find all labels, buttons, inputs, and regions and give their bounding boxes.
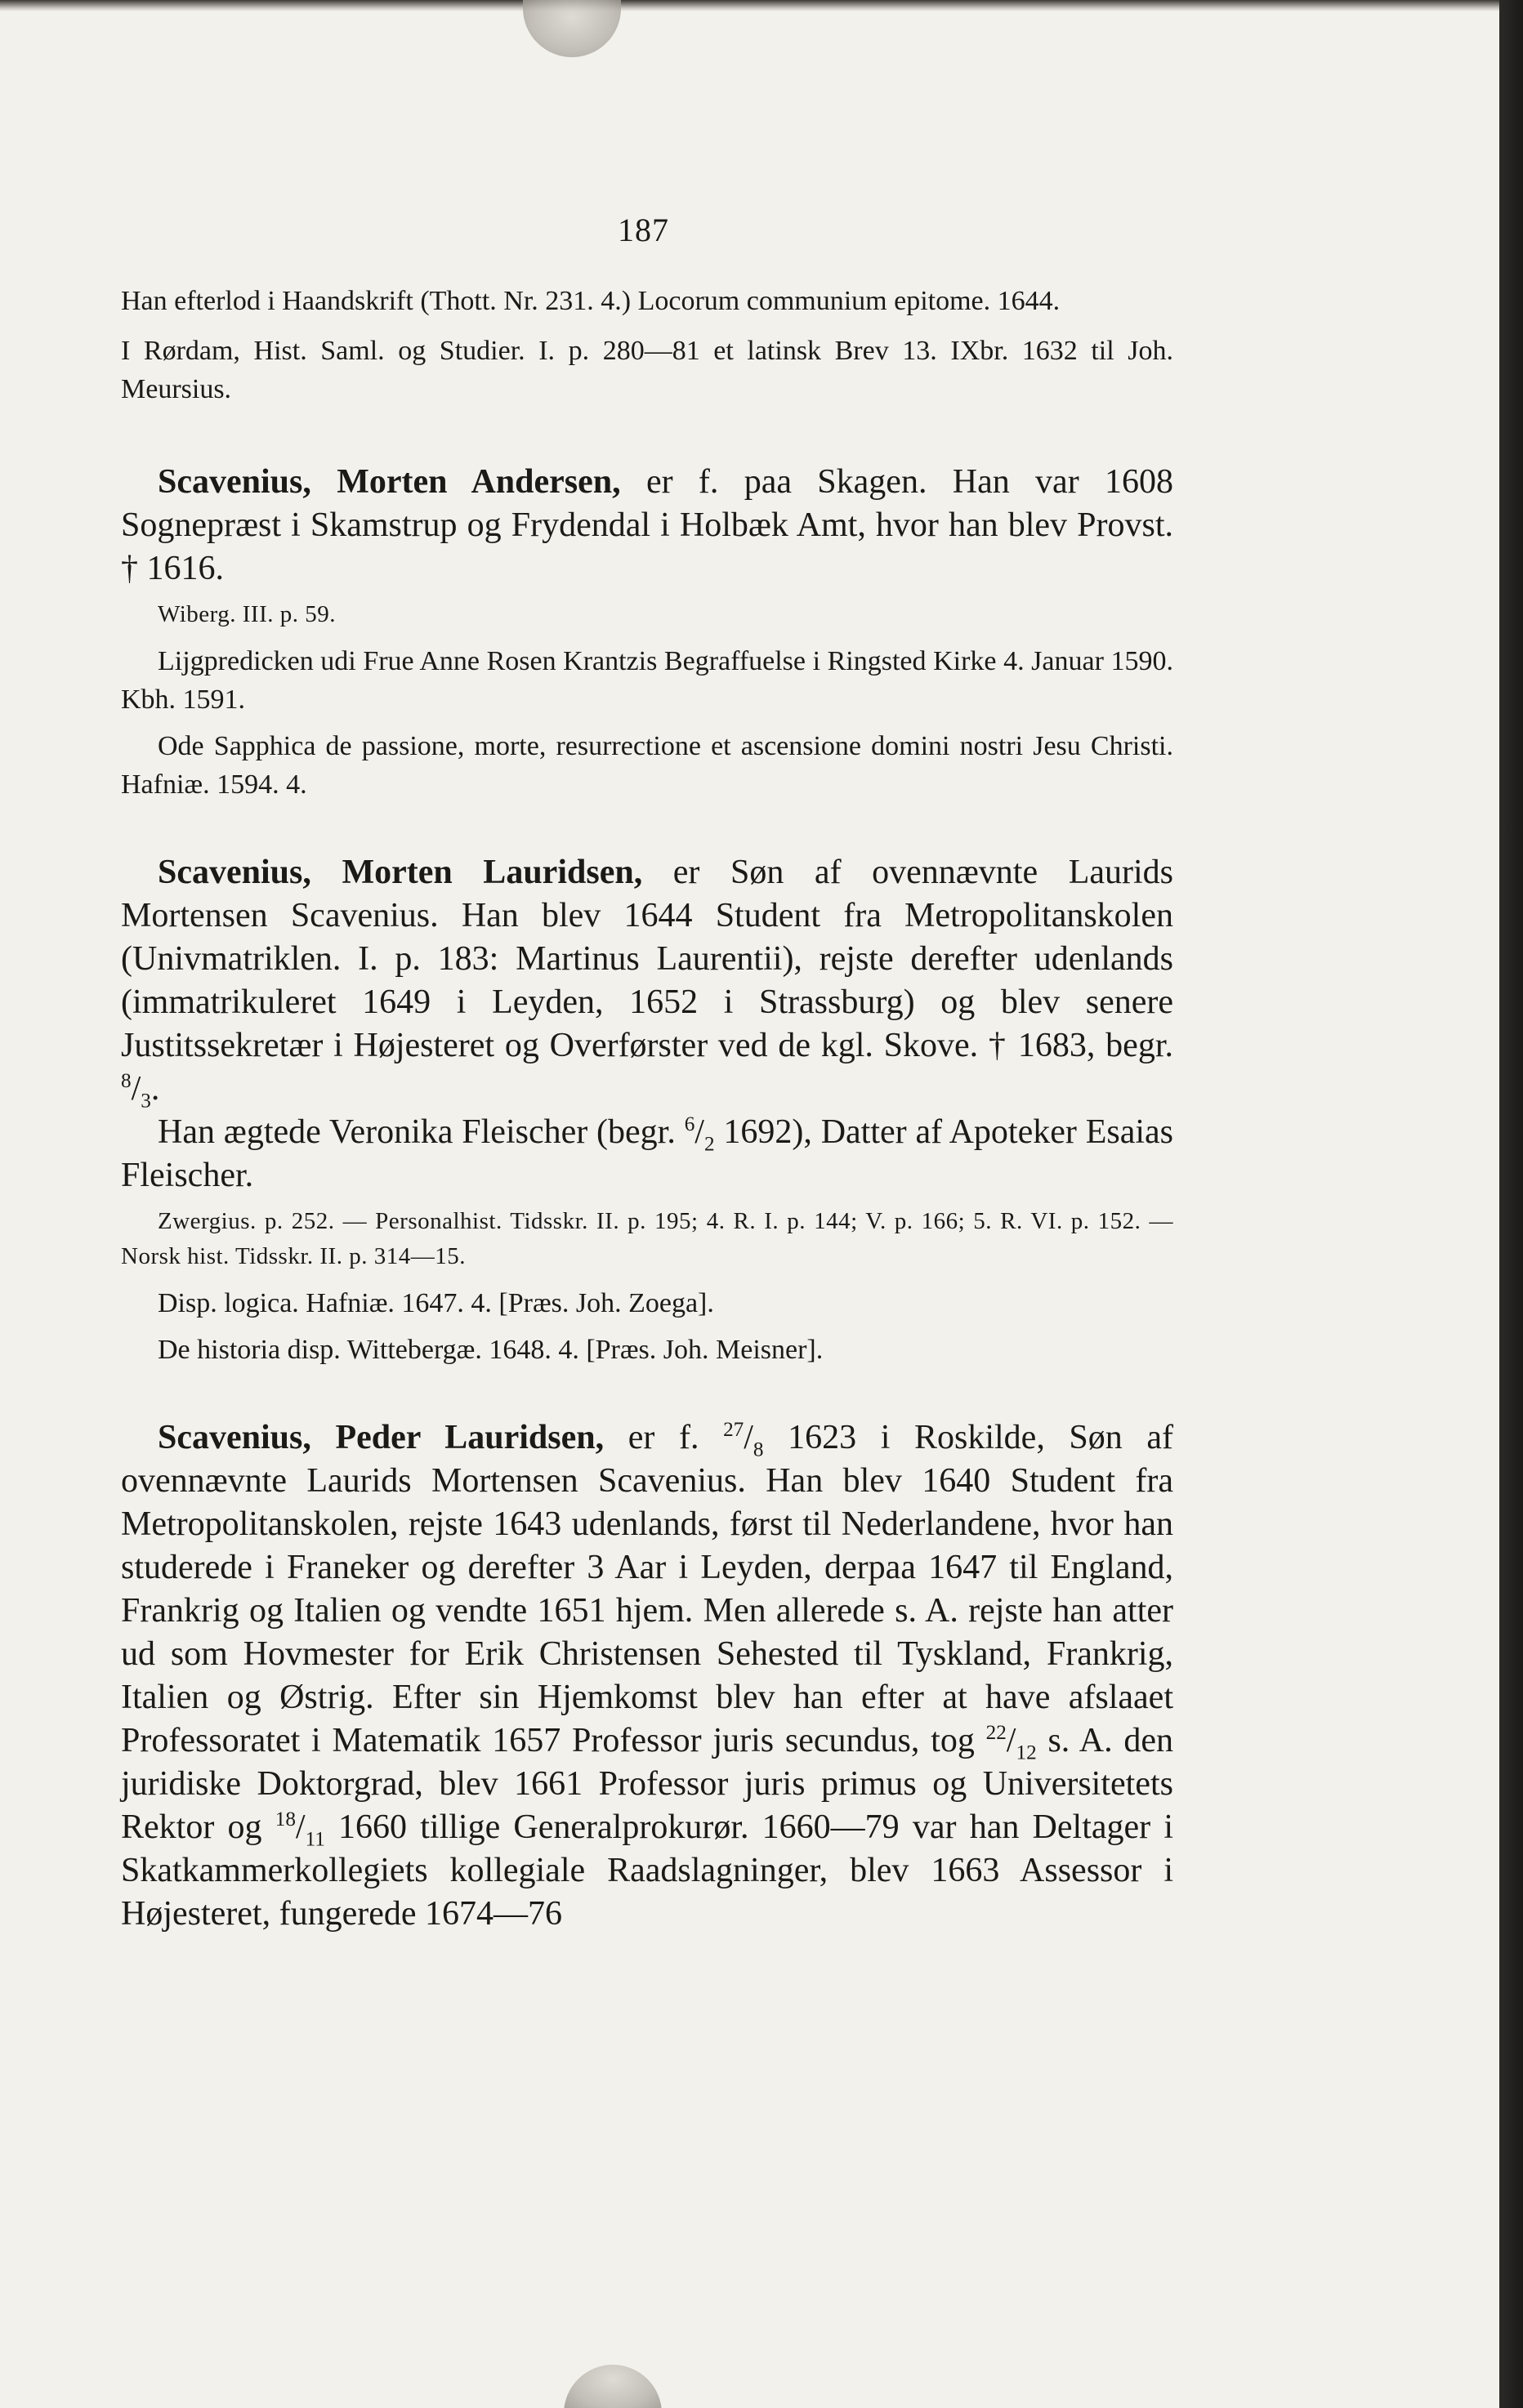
entry-work: Lijgpredicken udi Frue Anne Rosen Krantzis Begraffuelse i Ringsted Kirke 4. Januar 1590. Kbh. 1591.	[121, 646, 1173, 715]
entry-name: Scavenius, Morten Lauridsen,	[158, 854, 643, 891]
page-edge-shadow	[1499, 0, 1523, 2408]
binding-clip	[523, 0, 621, 57]
note-manuscript: Han efterlod i Haandskrift (Thott. Nr. 231. 4.) Locorum communium epitome. 1644.	[121, 286, 1061, 316]
page-body	[121, 282, 1173, 1936]
page-top-edge	[0, 0, 1499, 11]
entry-references: Zwergius. p. 252. — Personalhist. Tidsskr. II. p. 195; 4. R. I. p. 144; V. p. 166; 5. R. VI. p. 152. — Norsk hist. Tidsskr. II. p. 314—15.	[121, 1208, 1173, 1269]
entry-name: Scavenius, Peder Lauridsen,	[158, 1419, 605, 1456]
entry-text: Scavenius, Morten Lauridsen, er Søn af ovennævnte Laurids Mortensen Scavenius. Han blev 1644 Student fra Metropolitanskolen (Univmatriklen. I. p. 183: Martinus Laurentii), rejste derefter udenlands (immatrikuleret 1649 i Leyden, 1652 i Strassburg) og blev senere Justitssekretær i Højesteret og Overførster ved de kgl. Skove. † 1683, begr. $^8/_3$.	[121, 854, 1173, 1113]
entry-work: Disp. logica. Hafniæ. 1647. 4. [Præs. Joh. Zoega].	[158, 1288, 714, 1318]
entry-morten-lauridsen	[121, 851, 1173, 1369]
entry-work: De historia disp. Wittebergæ. 1648. 4. [Præs. Joh. Meisner].	[158, 1335, 824, 1365]
entry-marriage: Han ægtede Veronika Fleischer (begr. $^6/_2$ 1692), Datter af Apoteker Esaias Fleischer.	[121, 1113, 1173, 1194]
binding-clip	[564, 2365, 662, 2408]
entry-text: Scavenius, Peder Lauridsen, er f. $^{27}/_8$ 1623 i Roskilde, Søn af ovennævnte Laurids Mortensen Scavenius. Han blev 1640 Student fra Metropolitanskolen, rejste 1643 udenlands, først til Nederlandene, hvor han studerede i Franeker og derefter 3 Aar i Leyden, derpaa 1647 til England, Frankrig og Italien og vendte 1651 hjem. Men allerede s. A. rejste han atter ud som Hovmester for Erik Christensen Sehested til Tyskland, Frankrig, Italien og Østrig. Efter sin Hjemkomst blev han efter at have afslaaet Professoratet i Matematik 1657 Professor juris secundus, tog $^{22}/_{12}$ s. A. den juridiske Doktorgrad, blev 1661 Professor juris primus og Universitetets Rektor og $^{18}/_{11}$ 1660 tillige Generalprokurør. 1660—79 var han Deltager i Skatkammerkollegiets kollegiale Raadslagninger, blev 1663 Assessor i Højesteret, fungerede 1674—76	[121, 1419, 1174, 1933]
page-number: 187	[618, 212, 669, 248]
entry-name: Scavenius, Morten Andersen,	[158, 463, 621, 501]
entry-work: Ode Sapphica de passione, morte, resurrectione et ascensione domini nostri Jesu Christi. Hafniæ. 1594. 4.	[121, 731, 1173, 800]
entry-references: Wiberg. III. p. 59.	[158, 601, 336, 627]
entry-morten-andersen	[121, 461, 1173, 804]
note-reference: I Rørdam, Hist. Saml. og Studier. I. p. 280—81 et latinsk Brev 13. IXbr. 1632 til Joh. Meursius.	[121, 336, 1173, 404]
entry-peder-lauridsen	[121, 1416, 1173, 1936]
entry-text: Scavenius, Morten Andersen, er f. paa Skagen. Han var 1608 Sognepræst i Skamstrup og Frydendal i Holbæk Amt, hvor han blev Provst. † 1616.	[121, 463, 1174, 587]
